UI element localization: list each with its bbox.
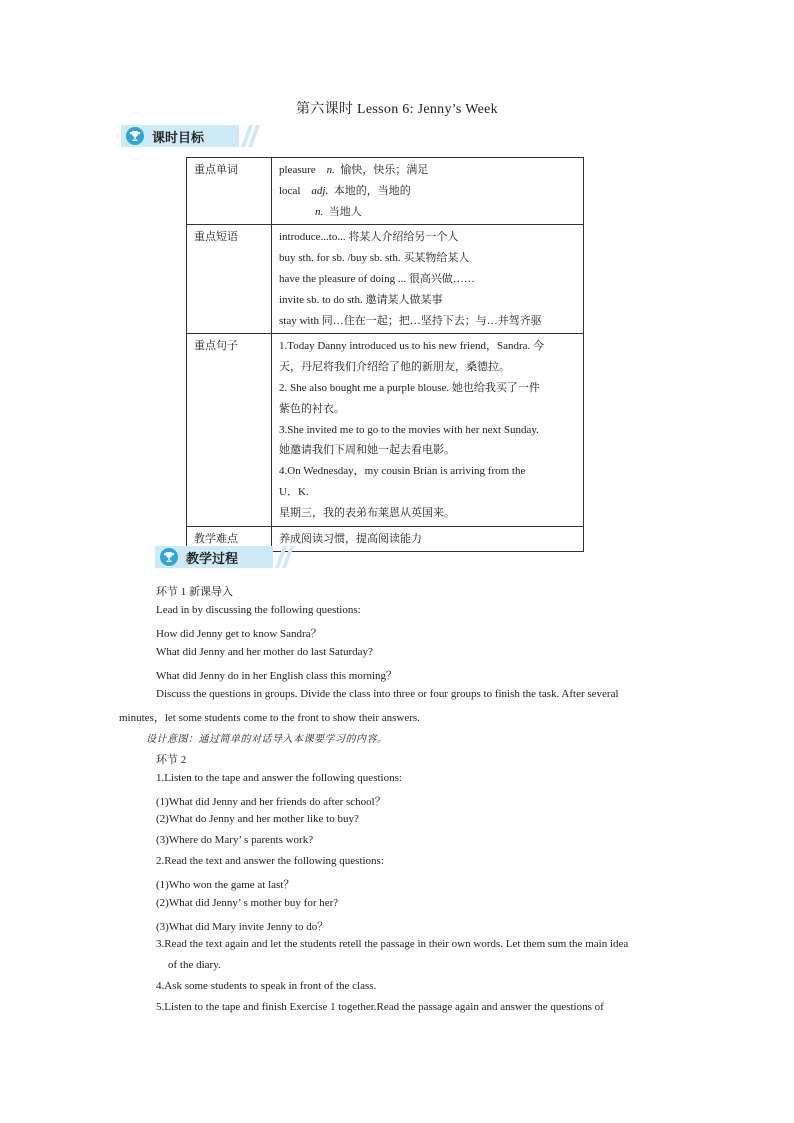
question: What did Jenny and her mother do last Saturday? [156, 646, 373, 658]
part-of-speech: n. [315, 205, 324, 218]
row-label-words: 重点单词 [187, 158, 272, 225]
list-item: (3)What did Mary invite Jenny to do？ [156, 921, 329, 933]
step-heading: 环节 1 新课导入 [156, 586, 233, 598]
paragraph: minutes，let some students come to the front to show their answers. [119, 712, 420, 724]
sentences-cell [272, 334, 584, 526]
phrase: have the pleasure of doing ... 很高兴做…… [279, 272, 475, 285]
word: local [279, 184, 301, 197]
list-item: 2.Read the text and answer the following questions: [156, 855, 384, 867]
phrase: buy sth. for sb. /buy sb. sth. 买某物给某人 [279, 252, 470, 265]
question: How did Jenny get to know Sandra？ [156, 628, 322, 640]
section-banner-goals [121, 125, 239, 147]
meaning: 当地人 [328, 205, 362, 218]
part-of-speech: adj. [311, 184, 329, 197]
list-item: 5.Listen to the tape and finish Exercise 1 together.Read the passage again and answer the questions of [156, 1001, 604, 1013]
list-item: (2)What do Jenny and her mother like to buy? [156, 813, 359, 825]
phrase: invite sb. to do sth. 邀请某人做某事 [279, 293, 443, 306]
step-heading: 环节 2 [156, 754, 187, 766]
part-of-speech: n. [326, 164, 335, 176]
table-row [187, 225, 584, 334]
page-title: 第六课时 Lesson 6: Jenny’s Week [296, 102, 498, 117]
sentence-line: 1.Today Danny introduced us to his new friend，Sandra. 今 [279, 340, 545, 353]
list-item: 1.Listen to the tape and answer the following questions: [156, 772, 402, 784]
goals-table [186, 157, 584, 552]
list-item: (1)Who won the game at last？ [156, 879, 295, 891]
sentence-line: 紫色的衬衣。 [279, 402, 345, 415]
question: What did Jenny do in her English class this morning？ [156, 670, 398, 682]
row-label-phrases: 重点短语 [187, 225, 272, 334]
sentence-line: 4.On Wednesday，my cousin Brian is arriving from the [279, 465, 526, 478]
sentence-line: U．K. [279, 485, 309, 498]
list-item: 3.Read the text again and let the students retell the passage in their own words. Let them sum the main idea [156, 938, 629, 950]
design-intent: 设计意图：通过简单的对话导入本课要学习的内容。 [146, 734, 388, 745]
sentence-line: 3.She invited me to go to the movies with her next Sunday. [279, 423, 539, 436]
trophy-icon [126, 127, 144, 145]
table-row [187, 334, 584, 526]
paragraph: Discuss the questions in groups. Divide the class into three or four groups to finish the task. After several [156, 688, 619, 700]
list-item: (3)Where do Mary’ s parents work? [156, 834, 314, 846]
word: pleasure [279, 164, 316, 176]
list-item: 4.Ask some students to speak in front of the class. [156, 980, 377, 992]
sentence-line: 星期三，我的表弟布莱恩从英国来。 [279, 506, 455, 519]
section-banner-process [155, 546, 273, 568]
row-label-sentences: 重点句子 [187, 334, 272, 526]
phrase: stay with 同…住在一起；把…坚持下去；与…并驾齐驱 [279, 314, 542, 327]
table-row [187, 158, 584, 225]
row-label-difficulty: 教学难点 [187, 526, 272, 552]
section-title-goals: 课时目标 [152, 130, 205, 146]
list-item: (2)What did Jenny’ s mother buy for her? [156, 897, 339, 909]
phrases-cell [272, 225, 584, 334]
section-title-process: 教学过程 [186, 551, 239, 567]
words-cell [272, 158, 584, 225]
phrase: introduce...to... 将某人介绍给另一个人 [279, 231, 459, 244]
list-item: (1)What did Jenny and her friends do after school？ [156, 796, 386, 808]
meaning: 愉快，快乐；满足 [340, 164, 429, 176]
sentence-line: 她邀请我们下周和她一起去看电影。 [279, 444, 455, 457]
sentence-line: 2. She also bought me a purple blouse. 她也给我买了一件 [279, 381, 540, 394]
list-item: of the diary. [168, 959, 221, 971]
difficulty-cell: 养成阅读习惯，提高阅读能力 [272, 526, 584, 552]
trophy-icon [160, 548, 178, 566]
paragraph: Lead in by discussing the following questions: [156, 604, 361, 616]
meaning: 本地的，当地的 [333, 184, 411, 197]
sentence-line: 天，丹尼将我们介绍给了他的新朋友，桑德拉。 [279, 361, 510, 374]
